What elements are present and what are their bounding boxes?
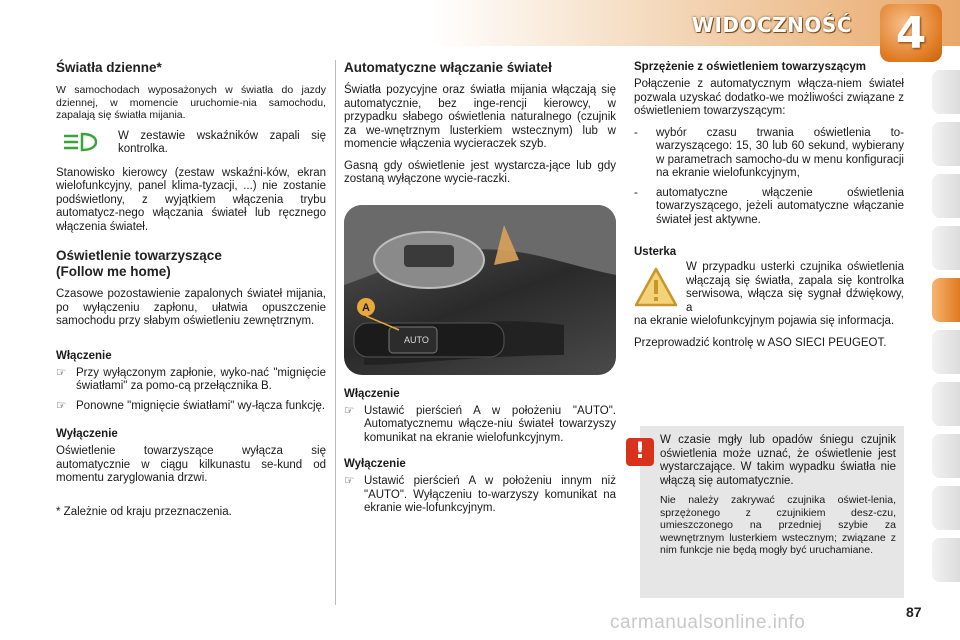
intro-text: W samochodach wyposażonych w światła do jazdy dziennej, w momencie uruchomie-nia samochodu, zapalają się światła mijania.: [56, 84, 326, 121]
heading-follow-me-home: Oświetlenie towarzyszące: [56, 248, 222, 263]
heading-fault: Usterka: [634, 246, 677, 258]
deactivation-text: Oświetlenie towarzyszące wyłącza się automatycznie w ciągu kilkunastu se-kund od momentu zaryglowania drzwi.: [56, 445, 326, 484]
footnote: * Zależnie od kraju przeznaczenia.: [56, 505, 232, 518]
auto-lights-text-2: Gasną gdy oświetlenie jest wystarcza-jące lub gdy zostaną wyłączone wycie-raczki.: [344, 159, 616, 185]
indicator-text: W zestawie wskaźników zapali się kontrolka.: [118, 129, 326, 155]
chapter-tab[interactable]: [932, 486, 960, 530]
follow-me-home-text: Czasowe pozostawienie zapalonych świateł mijania, po wyłączeniu zapłonu, ułatwia opuszczenie samochodu przy słabym oświetleniu zewnętrznym.: [56, 288, 326, 327]
page-number: 87: [906, 604, 922, 620]
list-item: [344, 405, 616, 446]
heading-activation: Włączenie: [56, 349, 112, 362]
fault-text-full: na ekranie wielofunkcyjnym pojawia się informacja.: [634, 315, 895, 327]
exclamation-icon: !: [626, 438, 654, 466]
list-item: - wybór czasu trwania oświetlenia to-warzyszącego: 15, 30 lub 60 sekund, wybierany w parametrach samocho-du w menu konfiguracji na ekranie wielofunkcyjnym,: [634, 126, 904, 179]
list-item: [56, 367, 326, 394]
section-title: WIDOCZNOŚĆ: [691, 13, 852, 37]
warning-text-2: Nie należy zakrywać czujnika oświet-lenia, sprzężonego z czujnikiem desz-czu, umieszczonego na przedniej szybie za wewnętrznym lusterkiem wstecznym; związane z nim funkcje nie będą mogły być uruchamiane.: [660, 494, 896, 556]
auto-lights-text-1: Światła pozycyjne oraz światła mijania włączają się automatycznie, bez inge-rencji kierowcy, w przypadku słabego oświetlenia naturalnego (czujnik za we-wnętrznym lusterkiem wstecznym) lub w momencie włączenia wycieraczek szyb.: [344, 84, 616, 150]
activation-step-1: Przy wyłączonym zapłonie, wyko-nać "mignięcie światłami" za pomo-cą przełącznika B.: [76, 366, 326, 392]
list-item: - automatyczne włączenie oświetlenia towarzyszącego, jeżeli automatyczne włączanie świateł jest aktywne.: [634, 186, 904, 226]
column-auto-lights: [344, 60, 616, 522]
driver-station-text: Stanowisko kierowcy (zestaw wskaźni-ków, ekran wielofunkcyjny, panel klima-tyzacji, ...) nie zostanie podświetlony, z wyjątkiem włączenia trybu automatycz-nego włączania świateł lub ręcznego włączenia świateł.: [56, 166, 326, 233]
chapter-tab[interactable]: [932, 330, 960, 374]
daytime-light-icon: [56, 130, 118, 159]
warning-triangle-icon: [634, 261, 686, 312]
pointing-hand-icon: ☞: [56, 366, 67, 379]
chapter-tab-active[interactable]: [932, 278, 960, 322]
chapter-tab[interactable]: [932, 538, 960, 582]
column-coupling: [634, 60, 904, 358]
chapter-tab[interactable]: [932, 70, 960, 114]
indicator-row: [56, 130, 326, 159]
heading-follow-me-home-sub: (Follow me home): [56, 264, 171, 279]
warning-text-1: W czasie mgły lub opadów śniegu czujnik oświetlenia może uznać, że oświetlenie jest wystarczające. W takim wypadku światła nie włączą się automatycznie.: [660, 434, 896, 487]
chapter-badge: [880, 4, 942, 62]
chapter-tab[interactable]: [932, 174, 960, 218]
fault-text-2: Przeprowadzić kontrolę w ASO SIECI PEUGEOT.: [634, 336, 887, 349]
auto-activation-step: Ustawić pierścień A w położeniu "AUTO". Automatycznemu włącze-niu świateł towarzyszy komunikat na ekranie wielofunkcyjnym.: [364, 404, 616, 444]
chapter-tab[interactable]: [932, 122, 960, 166]
heading-deactivation-auto: Wyłączenie: [344, 458, 406, 470]
heading-activation-auto: Włączenie: [344, 387, 400, 400]
chapter-number: 4: [895, 7, 927, 59]
coupling-option-2: automatyczne włączenie oświetlenia towarzyszącego, jeżeli automatyczne włączanie świateł jest aktywne.: [656, 186, 904, 226]
heading-coupling: Sprzężenie z oświetleniem towarzyszącym: [634, 61, 867, 73]
list-item: [344, 475, 616, 516]
chapter-tab[interactable]: [932, 382, 960, 426]
chapter-tab[interactable]: [932, 434, 960, 478]
coupling-option-1: wybór czasu trwania oświetlenia to-warzyszącego: 15, 30 lub 60 sekund, wybierany w parametrach samocho-du w menu konfiguracji na ekranie wielofunkcyjnym,: [656, 126, 904, 179]
fault-text-side: W przypadku usterki czujnika oświetlenia włączają się światła, zapala się kontrolka serwisowa, włącza się sygnał dźwiękowy, a: [686, 261, 904, 314]
label-a: A: [362, 301, 370, 314]
heading-auto-lights: Automatyczne włączanie świateł: [344, 60, 552, 75]
coupling-text: Połączenie z automatycznym włącza-niem świateł pozwala uzyskać dodatko-we możliwości związane z oświetleniem towarzyszącym:: [634, 78, 904, 117]
column-divider: [335, 60, 336, 605]
pointing-hand-icon: ☞: [56, 399, 67, 412]
heading-daytime-lights: Światła dzienne*: [56, 60, 162, 75]
page-header: [0, 0, 960, 46]
heading-deactivation: Wyłączenie: [56, 428, 118, 440]
pointing-hand-icon: ☞: [344, 404, 355, 417]
chapter-tabs: [932, 70, 960, 590]
label-auto: AUTO: [404, 334, 429, 345]
pointing-hand-icon: ☞: [344, 475, 355, 487]
activation-step-2: Ponowne "mignięcie światłami" wy-łącza funkcję.: [76, 399, 326, 412]
warning-box: [640, 426, 904, 598]
auto-deactivation-step: Ustawić pierścień A w położeniu innym niż "AUTO". Wyłączeniu to-warzyszy komunikat na ekranie wie-lofunkcyjnym.: [364, 475, 616, 514]
chapter-tab[interactable]: [932, 226, 960, 270]
column-daytime-lights: [56, 60, 326, 527]
fault-row: [634, 261, 904, 315]
light-stalk-photo: [344, 205, 616, 375]
watermark: carmanualsonline.info: [610, 612, 806, 633]
list-item: [56, 400, 326, 414]
